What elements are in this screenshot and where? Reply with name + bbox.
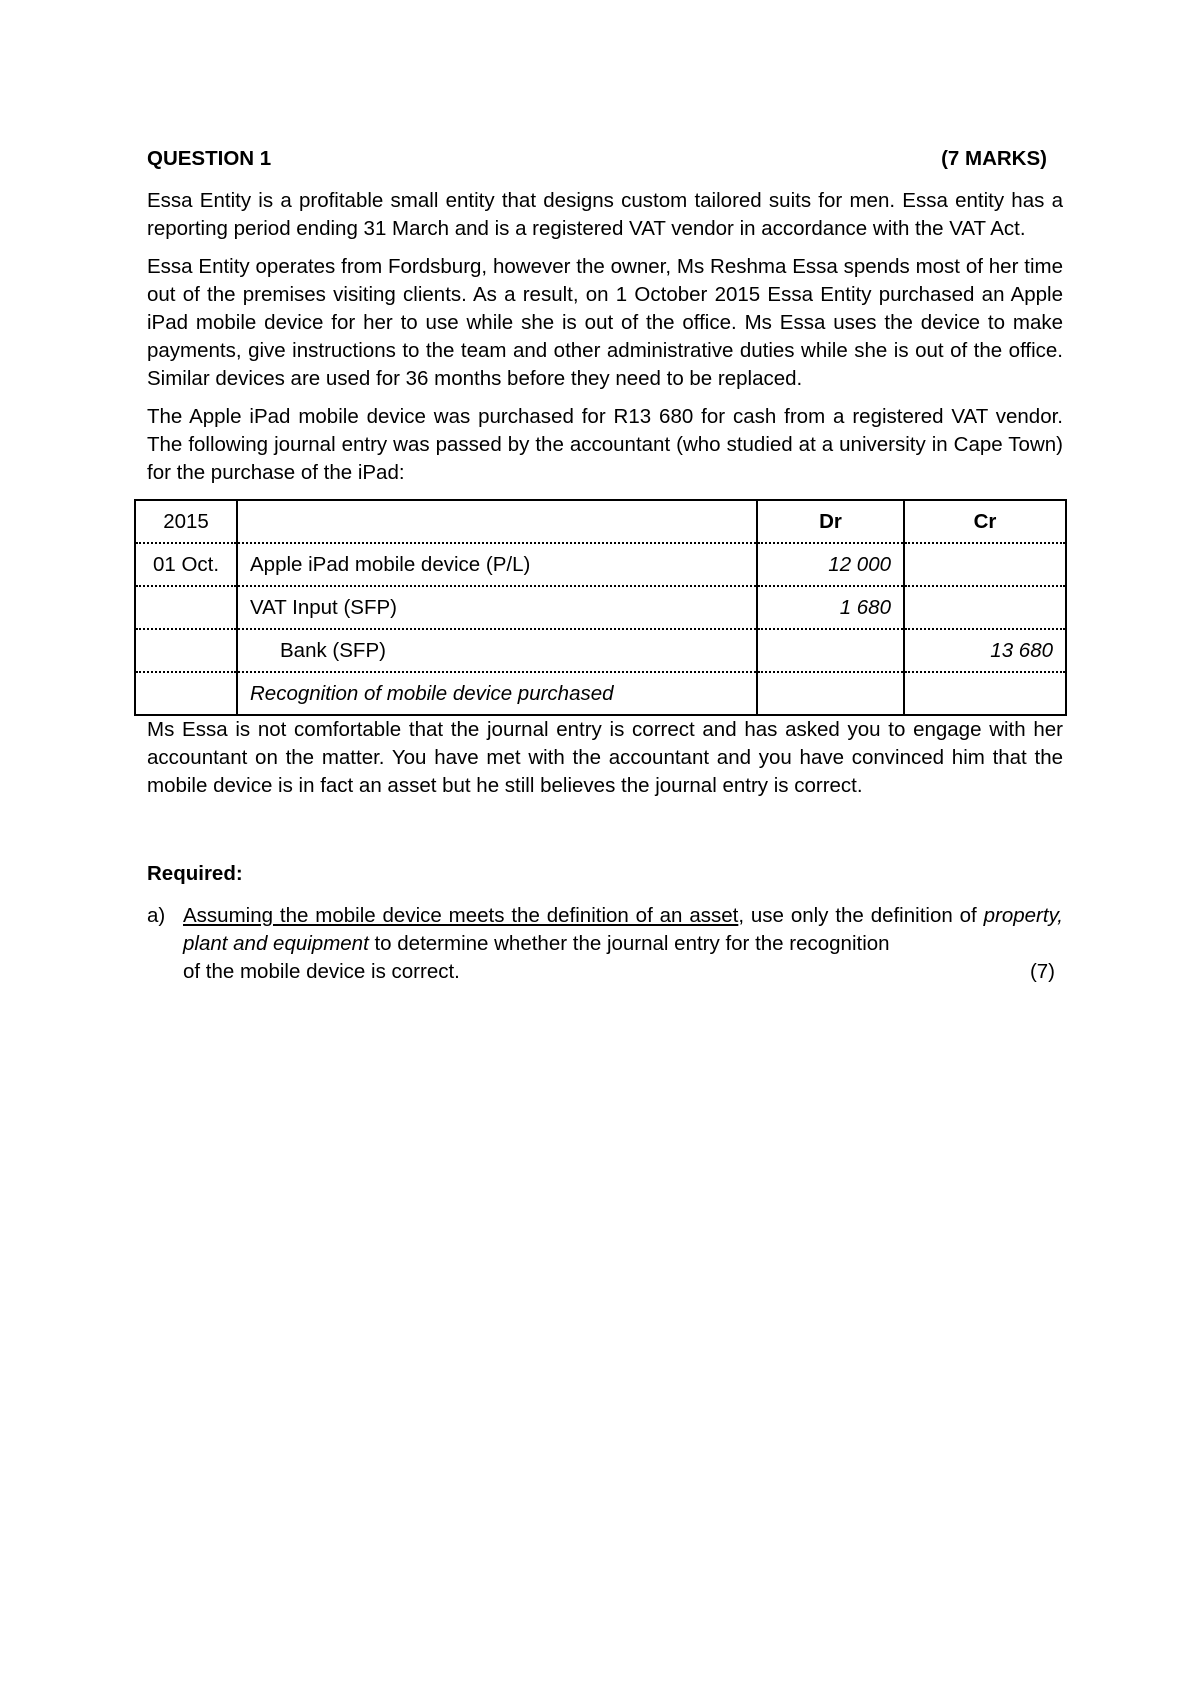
journal-entry-table <box>134 499 1067 716</box>
question-header <box>147 145 1063 173</box>
journal-dr <box>757 629 904 672</box>
paragraph-background: Essa Entity operates from Fordsburg, however the owner, Ms Reshma Essa spends most of her time out of the premises visiting clients. As a result, on 1 October 2015 Essa Entity purchased an Apple iPad mobile device for her to use while she is out of the office. Ms Essa uses the device to make payments, give instructions to the team and other administrative duties while she is out of the office. Similar devices are used for 36 months before they need to be replaced. <box>147 255 1063 390</box>
question-marks: (7 MARKS) <box>941 147 1047 170</box>
journal-cr <box>904 586 1066 629</box>
document-page <box>147 145 1063 986</box>
required-text-3: of the mobile device is correct. <box>183 960 460 983</box>
question-title: QUESTION 1 <box>147 147 272 170</box>
required-item-label: a) <box>147 904 166 927</box>
journal-year: 2015 <box>135 500 237 543</box>
journal-header-dr: Dr <box>757 500 904 543</box>
journal-date <box>135 629 237 672</box>
journal-row <box>135 543 1066 586</box>
required-italic-text: property, plant and equipment <box>183 904 1063 955</box>
journal-desc: Bank (SFP) <box>237 629 757 672</box>
paragraph-intro: Essa Entity is a profitable small entity that designs custom tailored suits for men. Essa entity has a reporting period ending 31 March and is a registered VAT vendor in accordance with the VAT Act. <box>147 189 1063 240</box>
paragraph-accountant: Ms Essa is not comfortable that the journal entry is correct and has asked you to engage with her accountant on the matter. You have met with the accountant and you have convinced him that the mobile device is in fact an asset but he still believes the journal entry is correct. <box>147 718 1063 797</box>
required-item-a <box>147 902 1063 986</box>
required-item-marks: (7) <box>1029 960 1055 983</box>
journal-cr: 13 680 <box>904 629 1066 672</box>
journal-desc: VAT Input (SFP) <box>237 586 757 629</box>
paragraph-purchase: The Apple iPad mobile device was purchased for R13 680 for cash from a registered VAT vendor. The following journal entry was passed by the accountant (who studied at a university in Cape Town) for the purchase of the iPad: <box>147 405 1063 484</box>
journal-desc: Apple iPad mobile device (P/L) <box>237 543 757 586</box>
journal-date: 01 Oct. <box>135 543 237 586</box>
required-underlined-text: Assuming the mobile device meets the definition of an asset <box>183 904 739 927</box>
required-heading: Required: <box>147 862 243 885</box>
journal-row <box>135 586 1066 629</box>
journal-date <box>135 672 237 715</box>
journal-row <box>135 672 1066 715</box>
journal-cr <box>904 543 1066 586</box>
journal-dr: 12 000 <box>757 543 904 586</box>
required-text-1: , use only the definition of <box>738 904 984 927</box>
required-text-2: to determine whether the journal entry for the recognition <box>368 932 890 955</box>
journal-date <box>135 586 237 629</box>
journal-header-desc <box>237 500 757 543</box>
journal-row <box>135 629 1066 672</box>
journal-narration: Recognition of mobile device purchased <box>237 672 757 715</box>
required-marks-line <box>183 958 1063 986</box>
journal-header-cr: Cr <box>904 500 1066 543</box>
journal-header-row <box>135 500 1066 543</box>
required-item-text <box>183 902 1063 986</box>
journal-cr <box>904 672 1066 715</box>
journal-dr <box>757 672 904 715</box>
required-item-body <box>183 902 1063 958</box>
journal-dr: 1 680 <box>757 586 904 629</box>
